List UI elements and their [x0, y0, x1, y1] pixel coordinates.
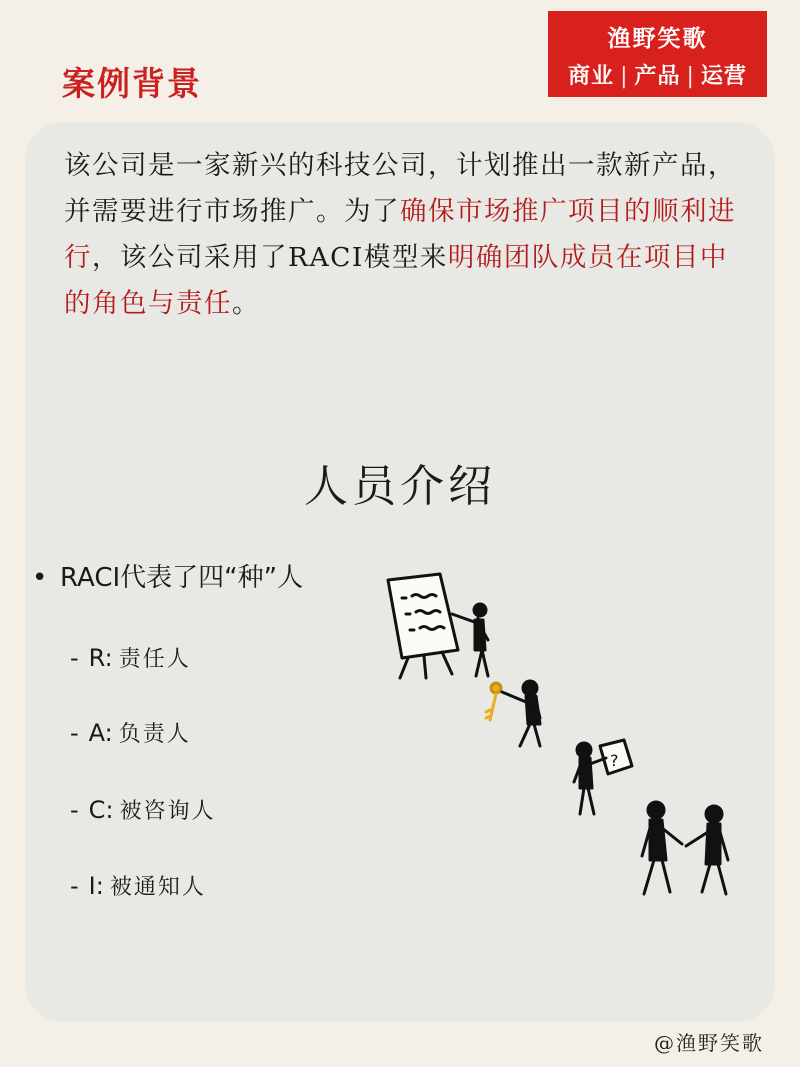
handshake-icon [642, 802, 728, 894]
list-dash: - [70, 719, 79, 747]
list-dash: - [70, 796, 79, 824]
role-description: 被通知人 [109, 875, 206, 900]
people-section-title: 人员介绍 [304, 461, 496, 512]
intro-text: 该公司是一家新兴的科技公司，计划推出一款新产品，并需要进行市场推广。为了 [64, 150, 736, 227]
brand-tag-business: 商业 [568, 64, 615, 89]
role-colon: : [104, 644, 113, 672]
role-colon: : [95, 872, 104, 900]
raci-illustration [380, 570, 750, 910]
role-item-r [70, 642, 191, 673]
role-colon: : [105, 796, 114, 824]
list-dash: - [70, 644, 79, 672]
section-title: 案例背景 [62, 64, 202, 103]
list-dash: - [70, 872, 79, 900]
role-letter: R [88, 644, 105, 672]
intro-paragraph [64, 143, 754, 327]
role-item-c [70, 794, 216, 825]
role-item-a [70, 717, 191, 748]
brand-tag-operations: 运营 [700, 64, 747, 89]
role-description: 负责人 [118, 722, 191, 747]
presenter-whiteboard-icon [388, 574, 488, 678]
intro-highlight: 明确团队成员在项目中的角色与责任 [64, 242, 728, 319]
brand-tag-product: 产品 [634, 64, 681, 89]
role-description: 被咨询人 [119, 799, 216, 824]
role-letter: A [88, 719, 105, 747]
intro-text: ，该公司采用了RACI模型来 [92, 242, 448, 273]
role-letter: C [88, 796, 106, 824]
brand-tags [548, 59, 767, 90]
bullet-dot: • [32, 563, 48, 593]
watermark: @渔野笑歌 [654, 1031, 764, 1055]
role-item-i [70, 870, 206, 901]
question-sign-icon [574, 740, 632, 814]
brand-tag-separator: | [620, 64, 629, 89]
role-colon: : [104, 719, 113, 747]
role-description: 责任人 [118, 647, 191, 672]
brand-badge [548, 11, 767, 97]
raci-bullet [32, 560, 390, 596]
bullet-text: RACI代表了四“种”人 [60, 563, 304, 593]
intro-text: 。 [232, 288, 260, 319]
svg-text:?: ? [610, 751, 619, 770]
key-holder-icon [486, 681, 540, 746]
brand-tag-separator: | [686, 64, 695, 89]
intro-highlight: 确保市场推广项目的顺利进行 [64, 196, 736, 273]
role-letter: I [88, 872, 96, 900]
brand-name: 渔野笑歌 [607, 26, 708, 52]
